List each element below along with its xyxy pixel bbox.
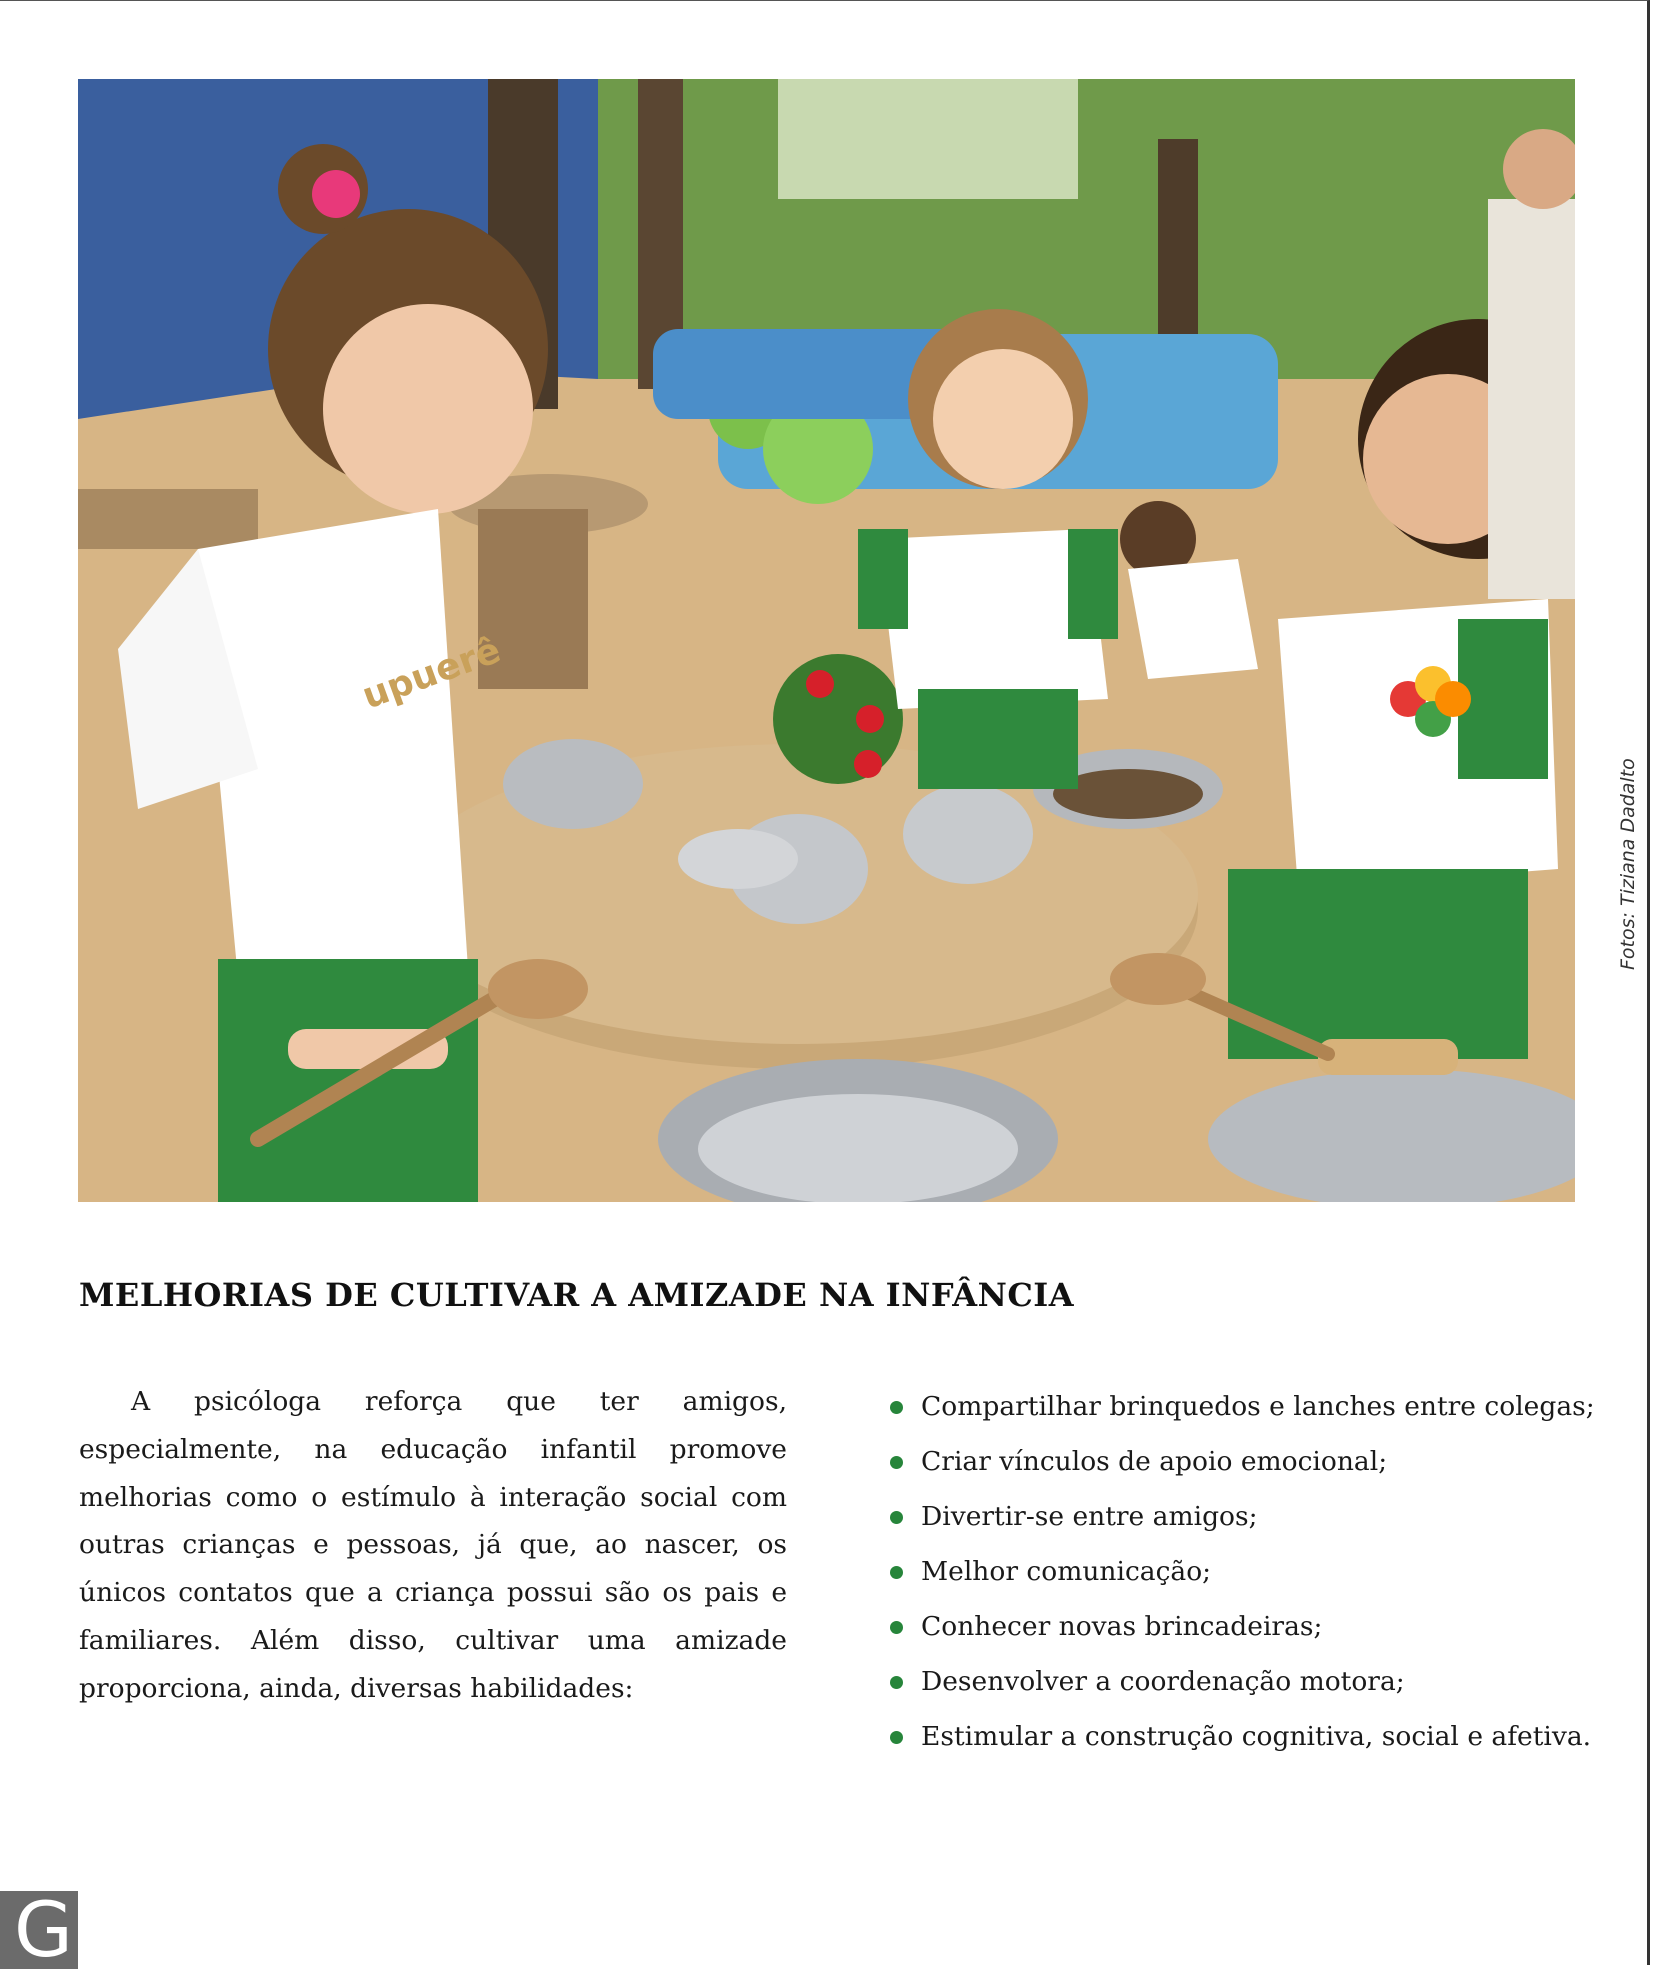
article-photo [78, 79, 1575, 1202]
shirt-text: upuerê [357, 629, 507, 718]
logo-letter: G [14, 1891, 73, 1969]
magazine-logo [0, 1891, 78, 1969]
list-item: Divertir-se entre amigos; [888, 1489, 1588, 1544]
body-paragraph: A psicóloga reforça que ter amigos, especialmente, na educação infantil promove melhorias como o estímulo à interação social com outras crianças e pessoas, já que, ao nascer, os únicos contatos que a criança possui são os pais e familiares. Além disso, cultivar uma amizade proporciona, ainda, diversas habilidades: [79, 1386, 787, 1704]
list-item: Estimular a construção cognitiva, social e afetiva. [888, 1709, 1588, 1764]
list-item: Melhor comunicação; [888, 1544, 1588, 1599]
list-item: Conhecer novas brincadeiras; [888, 1599, 1588, 1654]
section-title: MELHORIAS DE CULTIVAR A AMIZADE NA INFÂNCIA [79, 1276, 1075, 1314]
bullet-icon [890, 1621, 903, 1634]
list-item: Criar vínculos de apoio emocional; [888, 1434, 1588, 1489]
bullet-icon [890, 1456, 903, 1469]
bullet-icon [890, 1676, 903, 1689]
list-item: Desenvolver a coordenação motora; [888, 1654, 1588, 1709]
list-item: Compartilhar brinquedos e lanches entre colegas; [888, 1379, 1588, 1434]
bullet-icon [890, 1566, 903, 1579]
bullet-icon [890, 1731, 903, 1744]
bullet-icon [890, 1401, 903, 1414]
photo-credit: Fotos: Tiziana Dadalto [1617, 758, 1639, 970]
bullet-icon [890, 1511, 903, 1524]
benefits-list [888, 1379, 1595, 1764]
